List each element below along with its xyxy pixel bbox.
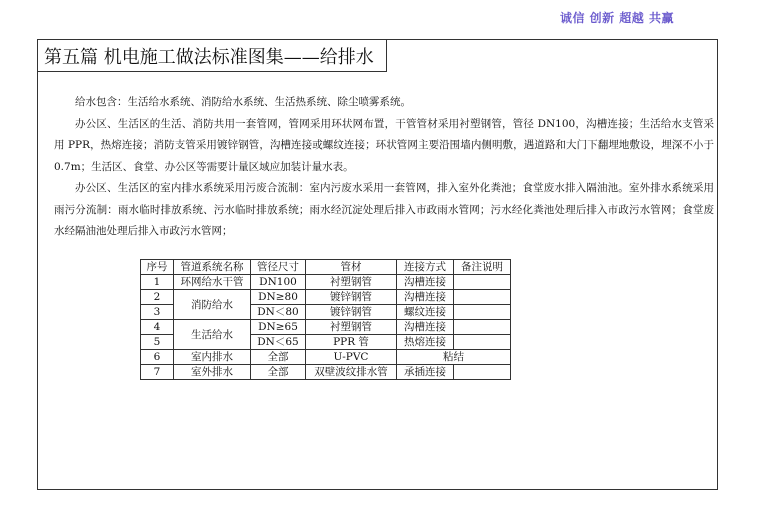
cell-size: DN＜65 bbox=[251, 335, 306, 350]
paragraph-water-supply: 给水包含：生活给水系统、消防给水系统、生活热系统、除尘喷雾系统。 bbox=[75, 96, 411, 108]
cell-joint: 沟槽连接 bbox=[397, 275, 454, 290]
cell-no: 1 bbox=[141, 275, 174, 290]
header-size: 管径尺寸 bbox=[251, 260, 306, 275]
paragraph-supply-network: 办公区、生活区的生活、消防共用一套管网，管网采用环状网布置，干管管材采用衬塑钢管，管径 DN100，沟槽连接；生活给水支管采用 PPR，热熔连接；消防支管采用镀锌钢管，沟槽连接或螺纹连接；环状管网主要沿围墙内侧明敷，遇道路和大门下翻埋地敷设，埋深不小于 0.7m；生活区、食堂、办公区等需要计量区域应加装计量水表。 bbox=[54, 117, 714, 173]
table-row bbox=[141, 365, 511, 380]
cell-size: DN＜80 bbox=[251, 305, 306, 320]
cell-no: 2 bbox=[141, 290, 174, 305]
cell-note bbox=[454, 305, 511, 320]
cell-note bbox=[454, 335, 511, 350]
header-material: 管材 bbox=[306, 260, 397, 275]
cell-name: 消防给水 bbox=[174, 290, 251, 320]
cell-name: 环网给水干管 bbox=[174, 275, 251, 290]
cell-material: 双壁波纹排水管 bbox=[306, 365, 397, 380]
table-header-row bbox=[141, 260, 511, 275]
cell-name: 室外排水 bbox=[174, 365, 251, 380]
cell-size: DN≥80 bbox=[251, 290, 306, 305]
cell-no: 7 bbox=[141, 365, 174, 380]
table-row bbox=[141, 320, 511, 335]
cell-note bbox=[454, 290, 511, 305]
header-note: 备注说明 bbox=[454, 260, 511, 275]
cell-no: 6 bbox=[141, 350, 174, 365]
cell-size: DN≥65 bbox=[251, 320, 306, 335]
pipe-spec-table bbox=[140, 259, 511, 380]
cell-note bbox=[454, 365, 511, 380]
cell-no: 3 bbox=[141, 305, 174, 320]
cell-joint: 沟槽连接 bbox=[397, 320, 454, 335]
cell-size: DN100 bbox=[251, 275, 306, 290]
table-row bbox=[141, 350, 511, 365]
cell-note bbox=[454, 320, 511, 335]
header-joint: 连接方式 bbox=[397, 260, 454, 275]
cell-material: 镀锌钢管 bbox=[306, 290, 397, 305]
paragraph-drainage: 办公区、生活区的室内排水系统采用污废合流制：室内污废水采用一套管网，排入室外化粪池；食堂废水排入隔油池。室外排水系统采用雨污分流制：雨水临时排放系统、污水临时排放系统；雨水经沉淀处理后排入市政雨水管网；污水经化粪池处理后排入市政污水管网；食堂废水经隔油池处理后排入市政污水管网； bbox=[54, 182, 714, 237]
cell-material: U-PVC bbox=[306, 350, 397, 365]
document-frame bbox=[37, 39, 718, 490]
table-row bbox=[141, 290, 511, 305]
cell-joint: 粘结 bbox=[397, 350, 511, 365]
cell-no: 5 bbox=[141, 335, 174, 350]
cell-joint: 承插连接 bbox=[397, 365, 454, 380]
cell-size: 全部 bbox=[251, 350, 306, 365]
cell-note bbox=[454, 275, 511, 290]
body-text bbox=[54, 92, 714, 243]
cell-material: 衬塑钢管 bbox=[306, 275, 397, 290]
header-system-name: 管道系统名称 bbox=[174, 260, 251, 275]
cell-name: 室内排水 bbox=[174, 350, 251, 365]
cell-size: 全部 bbox=[251, 365, 306, 380]
company-slogan: 诚信 创新 超越 共赢 bbox=[559, 11, 674, 25]
cell-joint: 沟槽连接 bbox=[397, 290, 454, 305]
page-title: 第五篇 机电施工做法标准图集——给排水 bbox=[38, 40, 387, 72]
cell-name: 生活给水 bbox=[174, 320, 251, 350]
cell-no: 4 bbox=[141, 320, 174, 335]
cell-joint: 螺纹连接 bbox=[397, 305, 454, 320]
cell-material: 衬塑钢管 bbox=[306, 320, 397, 335]
cell-material: 镀锌钢管 bbox=[306, 305, 397, 320]
cell-material: PPR 管 bbox=[306, 335, 397, 350]
cell-joint: 热熔连接 bbox=[397, 335, 454, 350]
table-row bbox=[141, 275, 511, 290]
header-no: 序号 bbox=[141, 260, 174, 275]
